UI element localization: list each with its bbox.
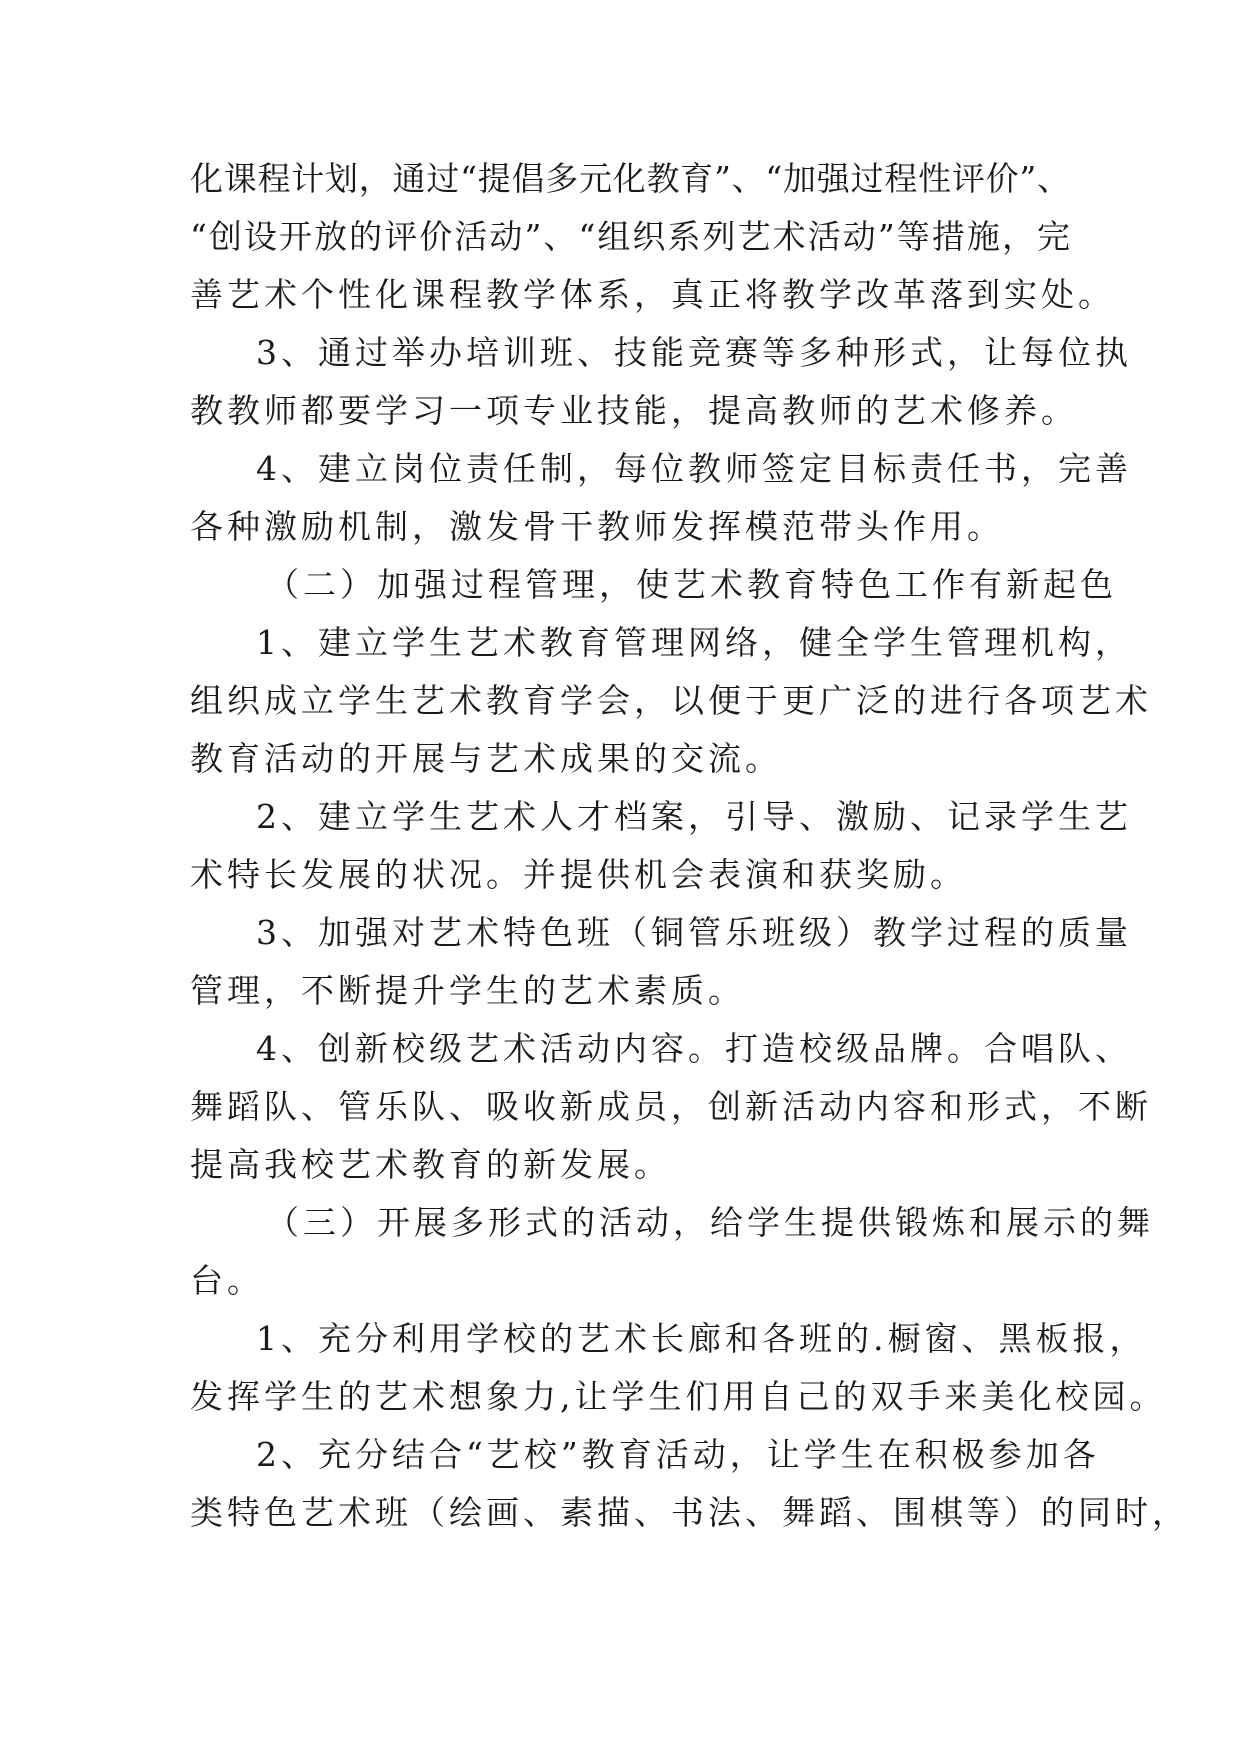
paragraph-first-line: 2、充分结合“艺校”教育活动，让学生在积极参加各 xyxy=(256,1435,1100,1474)
text-line: 善艺术个性化课程教学体系，真正将教学改革落到实处。 xyxy=(190,275,1115,314)
paragraph-first-line: 4、建立岗位责任制，每位教师签定目标责任书，完善 xyxy=(256,449,1132,488)
text-line: 教育活动的开展与艺术成果的交流。 xyxy=(190,739,782,778)
text-line: 管理，不断提升学生的艺术素质。 xyxy=(190,971,745,1010)
paragraph-first-line: 2、建立学生艺术人才档案，引导、激励、记录学生艺 xyxy=(256,797,1132,836)
text-line: 术特长发展的状况。并提供机会表演和获奖励。 xyxy=(190,855,967,894)
text-line: “创设开放的评价活动”、“组织系列艺术活动”等措施，完 xyxy=(190,217,1070,256)
document-body xyxy=(190,150,1189,1542)
text-line: 舞蹈队、管乐队、吸收新成员，创新活动内容和形式，不断 xyxy=(190,1087,1152,1126)
paragraph-first-line: 4、创新校级艺术活动内容。打造校级品牌。合唱队、 xyxy=(256,1029,1132,1068)
paragraph-first-line: 1、建立学生艺术教育管理网络，健全学生管理机构， xyxy=(256,623,1132,662)
text-line: 提高我校艺术教育的新发展。 xyxy=(190,1145,671,1184)
text-line: 类特色艺术班（绘画、素描、书法、舞蹈、围棋等）的同时， xyxy=(190,1493,1189,1532)
section-heading: （二）加强过程管理，使艺术教育特色工作有新起色 xyxy=(266,565,1117,604)
paragraph-first-line: 1、充分利用学校的艺术长廊和各班的.橱窗、黑板报， xyxy=(256,1319,1147,1358)
text-line: 组织成立学生艺术教育学会，以便于更广泛的进行各项艺术 xyxy=(190,681,1152,720)
paragraph-first-line: 3、加强对艺术特色班（铜管乐班级）教学过程的质量 xyxy=(256,913,1132,952)
text-line: 发挥学生的艺术想象力,让学生们用自己的双手来美化校园。 xyxy=(190,1377,1167,1416)
text-line: 教教师都要学习一项专业技能，提高教师的艺术修养。 xyxy=(190,391,1078,430)
section-heading: （三）开展多形式的活动，给学生提供锻炼和展示的舞 xyxy=(266,1203,1154,1242)
paragraph-first-line: 3、通过举办培训班、技能竞赛等多种形式，让每位执 xyxy=(256,333,1132,372)
text-line: 化课程计划，通过“提倡多元化教育”、“加强过程性评价”、 xyxy=(190,159,1070,198)
text-line: 各种激励机制，激发骨干教师发挥模范带头作用。 xyxy=(190,507,1004,546)
text-line: 台。 xyxy=(190,1261,264,1300)
